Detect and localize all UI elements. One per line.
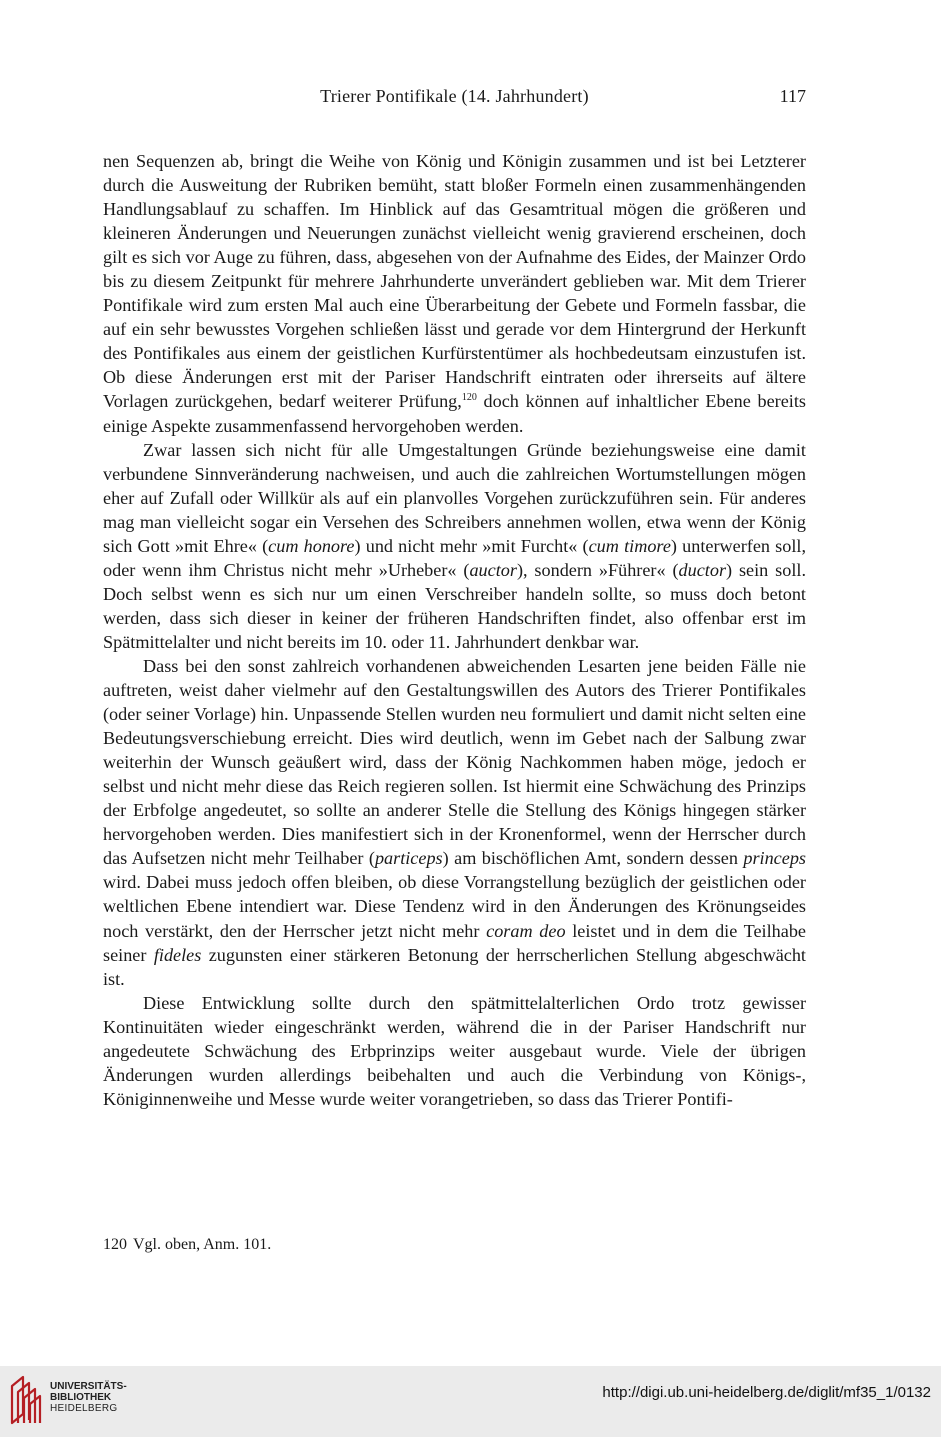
library-name: UNIVERSITÄTS- BIBLIOTHEK HEIDELBERG — [50, 1381, 127, 1414]
footnote-text: Vgl. oben, Anm. 101. — [133, 1236, 272, 1253]
footnote-ref-120[interactable]: 120 — [461, 392, 477, 404]
page-number: 117 — [779, 86, 806, 106]
footnote — [103, 1236, 806, 1254]
footnote-number: 120 — [103, 1236, 127, 1253]
footer-bar — [0, 1366, 941, 1437]
paragraph-4: Diese Entwicklung sollte durch den spätmittelalterlichen Ordo trotz gewisser Kontinuitäten wieder eingeschränkt werden, während die in der Pariser Handschrift nur angedeutete Schwächung des Erbprinzips weiter ausgebaut wurde. Viele der übrigen Änderungen wurden allerdings beibehalten und auch die Verbindung von Königs-, Königinnenweihe und Messe wurde weiter vorangetrieben, so dass das Trierer Pontifi- — [103, 992, 806, 1109]
paragraph-1: nen Sequenzen ab, bringt die Weihe von König und Königin zusammen und ist bei Letzterer durch die Ausweitung der Rubriken bemüht, statt bloßer Formeln einen zusammenhängenden Handlungsablauf zu schaffen. Im Hinblick auf das Gesamtritual mögen die größeren und kleineren Änderungen und Neuerungen zunächst vielleicht wenig gravierend erscheinen, doch gilt es sich vor Auge zu führen, dass, abgesehen von der Aufnahme des Eides, der Mainzer Ordo bis zu diesem Zeitpunkt für mehrere Jahrhunderte unverändert geblieben war. Mit dem Trierer Pontifikale wird zum ersten Mal auch eine Überarbeitung der Gebete und Formeln fassbar, die auf ein sehr bewusstes Vorgehen schließen lässt und gerade vor dem Hintergrund der Herkunft des Pontifikales aus einem der geistlichen Kurfürstentümer als hochbedeutsam einzustufen ist. Ob diese Änderungen erst mit der Pariser Handschrift eintraten oder ihrerseits auf ältere Vorlagen zurückgehen, bedarf weiterer Prüfung,$^{120}$ doch können auf inhaltlicher Ebene bereits einige Aspekte zusammenfassend hervorgehoben werden. — [103, 151, 806, 436]
paragraph-2: Zwar lassen sich nicht für alle Umgestaltungen Gründe beziehungsweise eine damit verbundene Sinnveränderung nachweisen, und auch die zahlreichen Wortumstellungen mögen eher auf Zufall oder Willkür als auf ein planvolles Vorgehen zurückzuführen sein. Für anderes mag man vielleicht sogar ein Versehen des Schreibers annehmen wollen, etwa wenn der König sich Gott »mit Ehre« (cum honore) und nicht mehr »mit Furcht« (cum timore) unterwerfen soll, oder wenn ihm Christus nicht mehr »Urheber« (auctor), sondern »Führer« (ductor) sein soll. Doch selbst wenn es sich nur um einen Verschreiber handeln sollte, so muss doch betont werden, dass sich dieser in keiner der früheren Handschriften findet, also offenbar erst im Spätmittelalter und nicht bereits im 10. oder 11. Jahrhundert denkbar war. — [103, 439, 806, 652]
source-url[interactable]: http://digi.ub.uni-heidelberg.de/diglit/mf35_1/0132 — [602, 1384, 931, 1401]
running-title: Trierer Pontifikale (14. Jahrhundert) — [320, 86, 589, 106]
paragraph-3: Dass bei den sonst zahlreich vorhandenen abweichenden Lesarten jene beiden Fälle nie auftreten, weist daher vielmehr auf den Gestaltungswillen des Autors des Trierer Pontifikales (oder seiner Vorlage) hin. Unpassende Stellen wurden neu formuliert und damit nicht selten eine Bedeutungsverschiebung erreicht. Dies wird deutlich, wenn im Gebet nach der Salbung zwar weiterhin der Wunsch geäußert wird, dass der König Nachkommen haben möge, jedoch er selbst und nicht mehr diese das Reich regieren sollen. Ist hiermit eine Schwächung des Prinzips der Erbfolge angedeutet, so sollte an anderer Stelle die Stellung des Königs hingegen stärker hervorgehoben werden. Dies manifestiert sich in der Kronenformel, wenn der Herrscher durch das Aufsetzen nicht mehr Teilhaber (particeps) am bischöflichen Amt, sondern dessen princeps wird. Dabei muss jedoch offen bleiben, ob diese Vorrangstellung bezüglich der geistlichen oder weltlichen Ebene intendiert war. Diese Tendenz wird in den Änderungen des Krönungseides noch verstärkt, den der Herrscher jetzt nicht mehr coram deo leistet und in dem die Teilhabe seiner fideles zugunsten einer stärkeren Betonung der herrscherlichen Stellung abgeschwächt ist. — [103, 655, 807, 989]
page-header — [103, 86, 806, 114]
library-logo-icon — [9, 1374, 43, 1426]
body-text — [103, 149, 806, 1111]
